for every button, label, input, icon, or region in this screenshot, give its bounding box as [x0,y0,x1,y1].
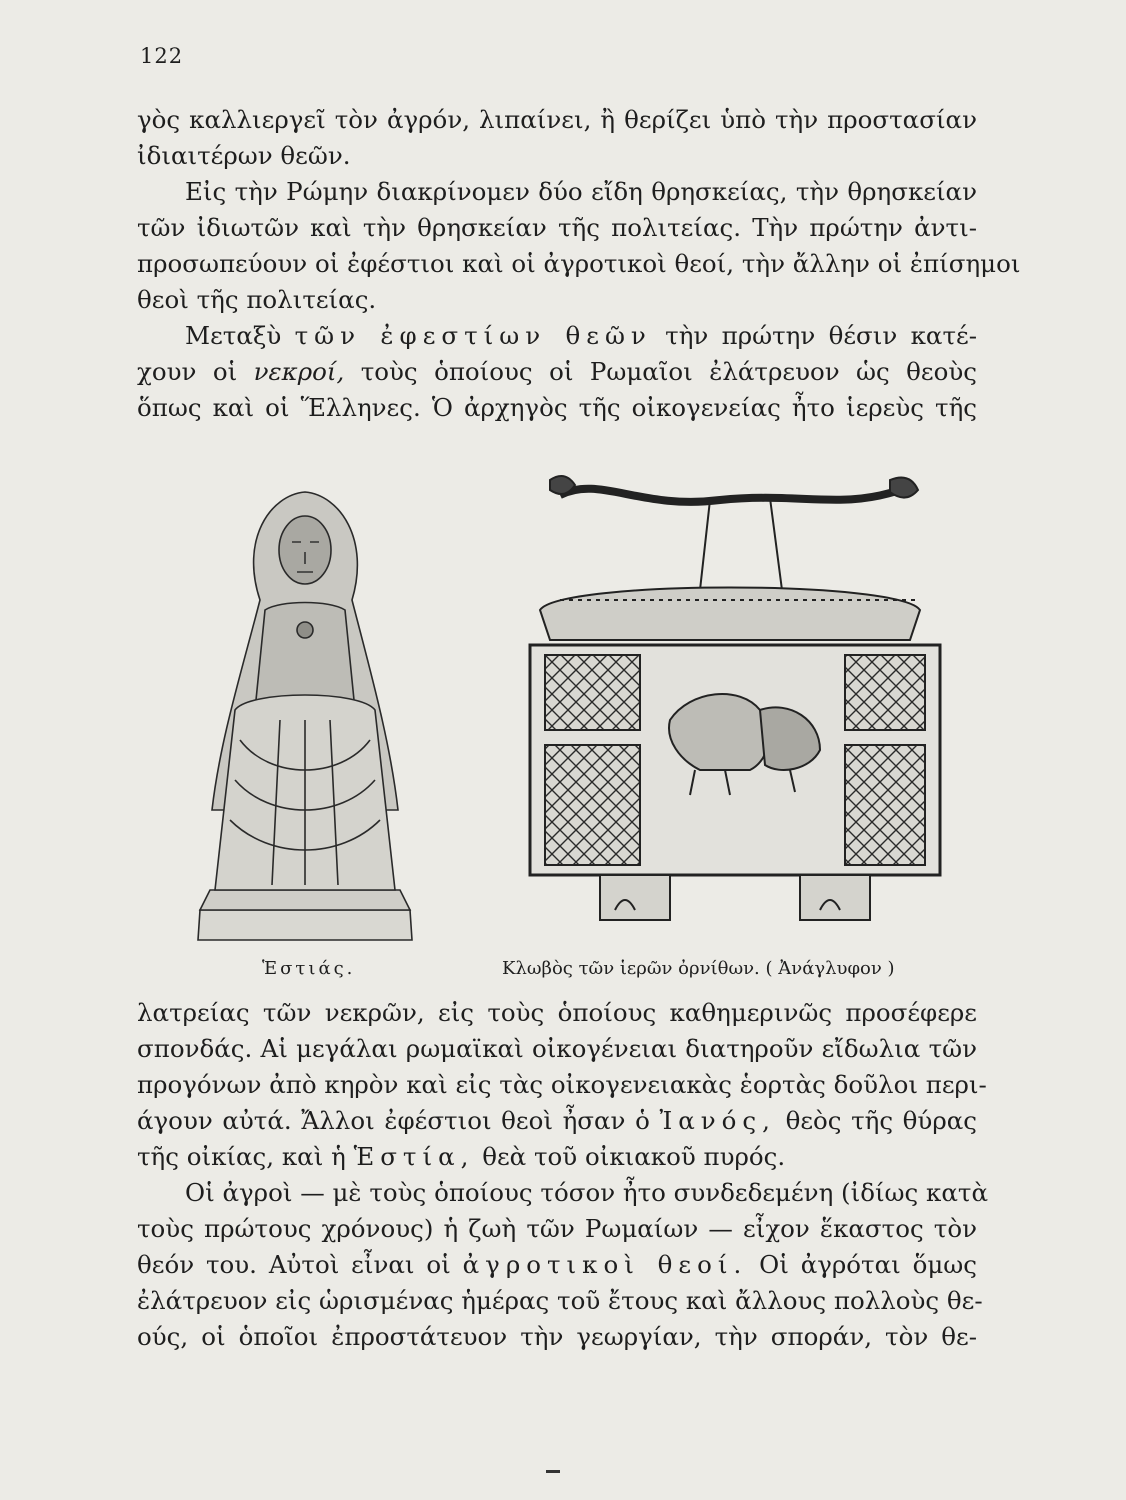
text-block-bottom [137,995,988,1355]
text-line: Εἰς τὴν Ρώμην διακρίνομεν δύο εἴδη θρησκείας, τὴν θρησκείαν [185,177,977,206]
text-block-top [137,102,1021,426]
text-line: χουν οἱ νεκροί, τοὺς ὁποίους οἱ Ρωμαῖοι ἐλάτρευον ὡς θεοὺς [137,357,977,386]
text-line: ούς, οἱ ὁποῖοι ἐπροστάτευον τὴν γεωργίαν, τὴν σποράν, τὸν θε- [137,1322,977,1351]
spaced-term: τῶν ἐφεστίων θεῶν [294,321,652,350]
text-line: θεοὶ τῆς πολιτείας. [137,285,377,314]
text-line: τοὺς πρώτους χρόνους) ἡ ζωὴ τῶν Ρωμαίων — εἶχον ἕκαστος τὸν [137,1214,977,1243]
caption-hestia: Ἑστιάς. [262,958,356,979]
spaced-term: Ἑστία, [353,1142,475,1171]
text-line: τῆς οἰκίας, καὶ ἡ Ἑστία, θεὰ τοῦ οἰκιακοῦ πυρός. [137,1142,786,1171]
text-line: σπονδάς. Αἱ μεγάλαι ρωμαϊκαὶ οἰκογένειαι διατηροῦν εἴδωλια τῶν [137,1034,977,1063]
caption-cage: Κλωβὸς τῶν ἱερῶν ὀρνίθων. ( Ἀνάγλυφον ) [502,958,895,979]
spaced-term: Ἰανός, [659,1106,776,1135]
text-line: άγουν αὐτά. Ἄλλοι ἐφέστιοι θεοὶ ἦσαν ὁ Ἰανός, θεὸς τῆς θύρας [137,1106,978,1135]
hestia-statue-illustration [180,480,430,950]
text-line: Μεταξὺ τῶν ἐφεστίων θεῶν τὴν πρώτην θέσιν κατέ- [185,321,977,350]
text-line: Οἱ ἀγροὶ — μὲ τοὺς ὁποίους τόσον ἦτο συνδεδεμένη (ἰδίως κατὰ [185,1178,988,1207]
text-line: προγόνων ἀπὸ κηρὸν καὶ εἰς τὰς οἰκογενειακὰς ἑορτὰς δοῦλοι περι- [137,1070,987,1099]
page-number: 122 [140,44,184,68]
text-line: ὅπως καὶ οἱ Ἕλληνες. Ὁ ἀρχηγὸς τῆς οἰκογενείας ἦτο ἱερεὺς τῆς [137,393,977,422]
text-line: γὸς καλλιεργεῖ τὸν ἀγρόν, λιπαίνει, ἢ θερίζει ὑπὸ τὴν προστασίαν [137,105,977,134]
spaced-term: ἀγροτικοὶ θεοί. [462,1250,748,1279]
text-line: τῶν ἰδιωτῶν καὶ τὴν θρησκείαν τῆς πολιτείας. Τὴν πρώτην ἀντι- [137,213,977,242]
footer-mark [546,1470,560,1473]
text-line: ἰδιαιτέρων θεῶν. [137,141,351,170]
text-line: ἐλάτρευον εἰς ὡρισμένας ἡμέρας τοῦ ἔτους καὶ ἄλλους πολλοὺς θε- [137,1286,983,1315]
italic-term: νεκροί, [253,357,345,386]
text-line: θεόν του. Αὐτοὶ εἶναι οἱ ἀγροτικοὶ θεοί. Οἱ ἀγρόται ὅμως [137,1250,978,1279]
sacred-chicken-cage-illustration [520,470,960,930]
text-line: λατρείας τῶν νεκρῶν, εἰς τοὺς ὁποίους καθημερινῶς προσέφερε [137,998,977,1027]
text-line: προσωπεύουν οἱ ἐφέστιοι καὶ οἱ ἀγροτικοὶ θεοί, τὴν ἄλλην οἱ ἐπίσημοι [137,249,1021,278]
